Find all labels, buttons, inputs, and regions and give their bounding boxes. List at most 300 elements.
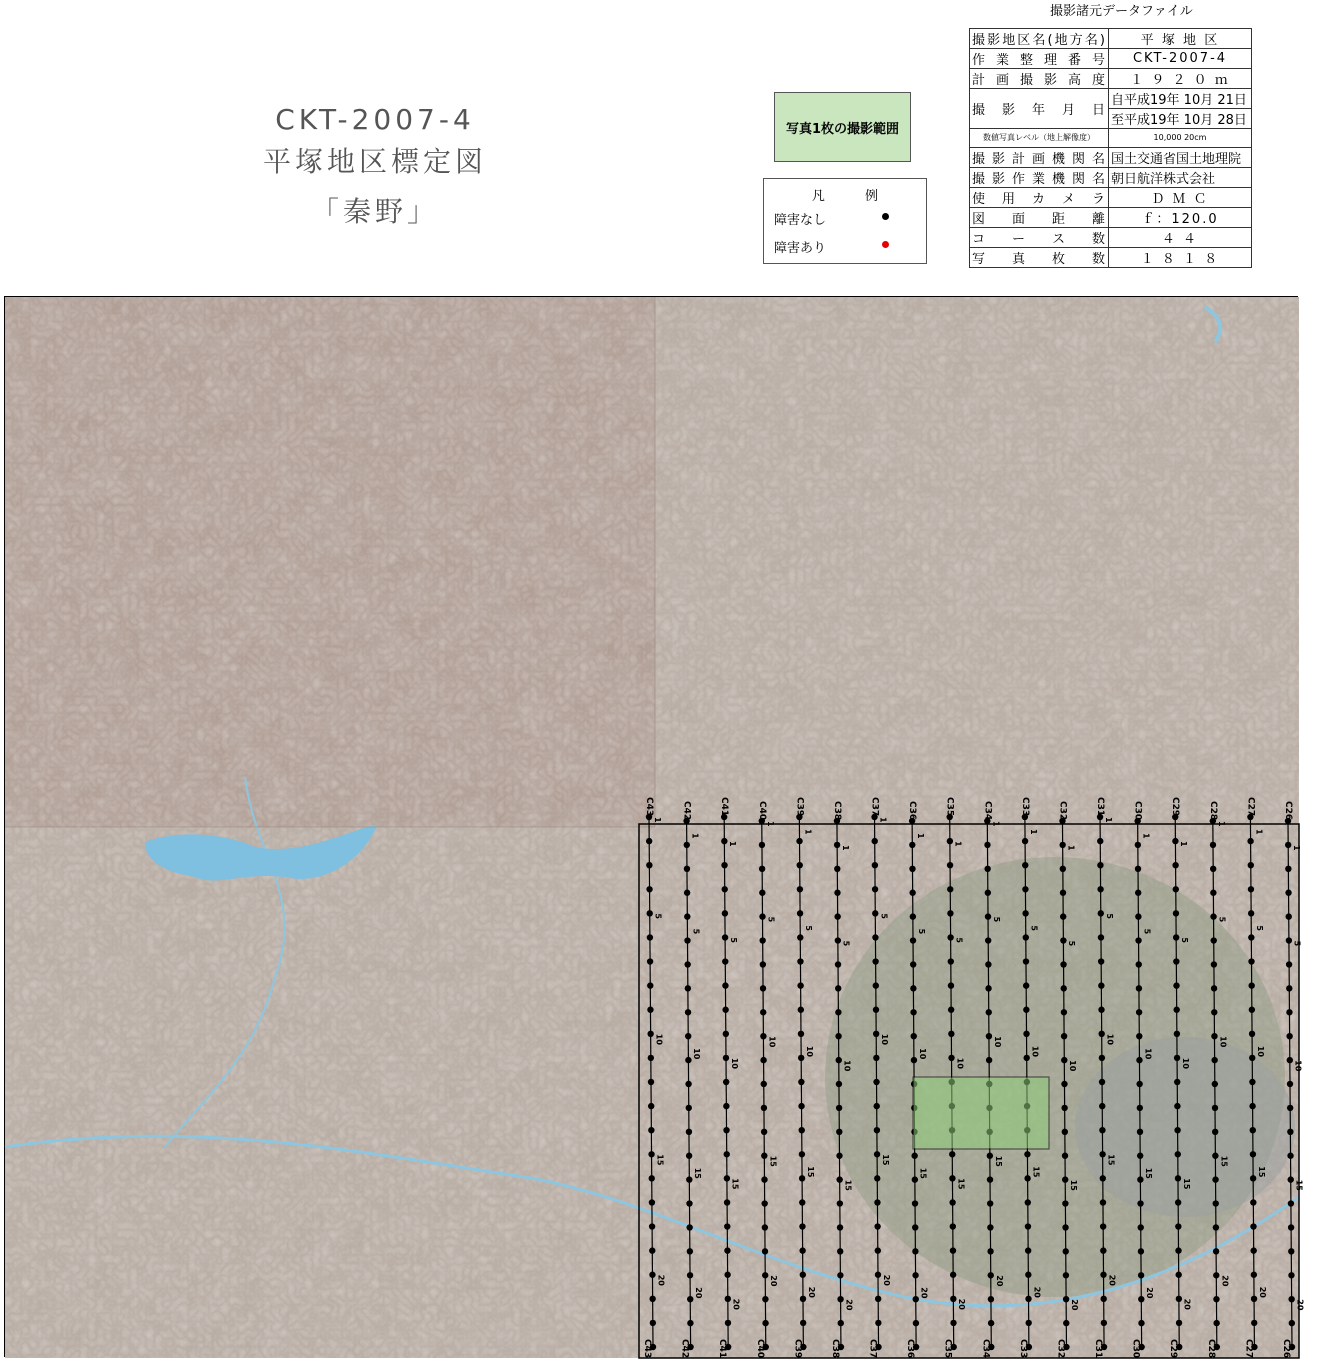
photo-center-dot	[797, 910, 803, 916]
photo-center-dot	[947, 934, 953, 940]
photo-center-dot	[947, 838, 953, 844]
photo-center-dot	[1099, 1055, 1105, 1061]
photo-center-dot	[1025, 1199, 1031, 1205]
photo-center-dot	[984, 842, 990, 848]
photo-center-dot	[1248, 862, 1254, 868]
photo-center-dot	[987, 1200, 993, 1206]
photo-center-dot	[910, 985, 916, 991]
photo-center-dot	[761, 1200, 767, 1206]
photo-center-dot	[1286, 961, 1292, 967]
photo-center-dot	[1250, 1247, 1256, 1253]
photo-center-dot	[1135, 890, 1141, 896]
photo-center-dot	[1138, 1248, 1144, 1254]
course-label-bottom: C41	[717, 1339, 728, 1359]
photo-center-dot	[986, 1033, 992, 1039]
photo-center-dot	[1061, 1009, 1067, 1015]
photo-center-dot	[874, 1223, 880, 1229]
photo-center-dot	[1100, 1272, 1106, 1278]
photo-number-label: 20	[844, 1299, 854, 1311]
photo-center-dot	[686, 1129, 692, 1135]
photo-center-dot	[1137, 1153, 1143, 1159]
photo-number-label: 20	[1069, 1299, 1079, 1311]
photo-center-dot	[1174, 1031, 1180, 1037]
photo-center-dot	[724, 1151, 730, 1157]
photo-center-dot	[1251, 1272, 1257, 1278]
course-label-top: C42	[681, 801, 692, 821]
photo-center-dot	[1099, 1127, 1105, 1133]
photo-range-label: 写真1枚の撮影範囲	[785, 121, 900, 137]
photo-center-dot	[1138, 1320, 1144, 1326]
photo-center-dot	[1063, 1296, 1069, 1302]
course-label-bottom: C29	[1168, 1339, 1179, 1359]
photo-center-dot	[1213, 1272, 1219, 1278]
photo-center-dot	[874, 1175, 880, 1181]
photo-center-dot	[1023, 1007, 1029, 1013]
course-label-top: C32	[1057, 801, 1068, 821]
legend-item-obstacle: 障害あり	[774, 241, 827, 256]
photo-center-dot	[1288, 1272, 1294, 1278]
photo-center-dot	[722, 910, 728, 916]
photo-center-dot	[1175, 1223, 1181, 1229]
map-name: 平塚地区標定図	[262, 145, 487, 178]
course-label-top: C36	[907, 801, 918, 821]
project-code: CKT-2007-4	[275, 103, 475, 136]
photo-center-dot	[1210, 866, 1216, 872]
photo-center-dot	[872, 934, 878, 940]
photo-center-dot	[985, 890, 991, 896]
course-label-bottom: C28	[1205, 1339, 1216, 1359]
photo-center-dot	[948, 1031, 954, 1037]
course-label-bottom: C33	[1017, 1339, 1028, 1359]
photo-number-label: 10	[1180, 1057, 1190, 1069]
photo-center-dot	[987, 1153, 993, 1159]
photo-center-dot	[911, 1153, 917, 1159]
photo-center-dot	[762, 1224, 768, 1230]
photo-center-dot	[1286, 985, 1292, 991]
photo-center-dot	[1174, 1127, 1180, 1133]
course-label-top: C31	[1095, 797, 1106, 817]
photo-center-dot	[1025, 1223, 1031, 1229]
photo-center-dot	[1213, 1248, 1219, 1254]
photo-center-dot	[834, 866, 840, 872]
photo-number-label: 10	[917, 1048, 927, 1060]
course-label-top: C37	[869, 797, 880, 817]
photo-center-dot	[1285, 842, 1291, 848]
photo-center-dot	[988, 1320, 994, 1326]
photo-number-label: 5	[653, 913, 663, 919]
photo-center-dot	[874, 1103, 880, 1109]
photo-center-dot	[909, 866, 915, 872]
photo-center-dot	[646, 838, 652, 844]
photo-center-dot	[1288, 1176, 1294, 1182]
photo-center-dot	[1211, 1009, 1217, 1015]
photo-center-dot	[947, 862, 953, 868]
photo-center-dot	[912, 1200, 918, 1206]
photo-center-dot	[1135, 842, 1141, 848]
photo-center-dot	[1249, 1007, 1255, 1013]
course-label-bottom: C37	[867, 1339, 878, 1359]
photo-number-label: 5	[992, 916, 1002, 923]
photo-center-dot	[724, 1223, 730, 1229]
photo-number-label: 1	[916, 833, 926, 839]
photo-center-dot	[873, 1079, 879, 1085]
photo-center-dot	[950, 1247, 956, 1253]
photo-center-dot	[1287, 1081, 1293, 1087]
photo-center-dot	[1211, 937, 1217, 943]
photo-center-dot	[799, 1199, 805, 1205]
photo-center-dot	[1286, 937, 1292, 943]
photo-number-label: 5	[954, 937, 964, 943]
photo-center-dot	[1210, 913, 1216, 919]
legend-title: 凡 例	[811, 189, 897, 204]
course-label-top: C39	[794, 797, 805, 817]
photo-center-dot	[1099, 1103, 1105, 1109]
course-label-bottom: C31	[1093, 1339, 1104, 1359]
photo-center-dot	[1063, 1248, 1069, 1254]
photo-center-dot	[912, 1248, 918, 1254]
photo-center-dot	[1249, 1031, 1255, 1037]
photo-number-label: 15	[918, 1167, 928, 1179]
photo-center-dot	[685, 985, 691, 991]
photo-center-dot	[797, 958, 803, 964]
photo-center-dot	[762, 1248, 768, 1254]
photo-center-dot	[1285, 890, 1291, 896]
course-label-bottom: C43	[642, 1339, 652, 1359]
photo-center-dot	[800, 1272, 806, 1278]
photo-number-label: 10	[767, 1036, 777, 1048]
photo-center-dot	[1025, 1272, 1031, 1278]
photo-number-label: 1	[1104, 817, 1114, 823]
photo-center-dot	[1287, 1129, 1293, 1135]
photo-center-dot	[911, 1057, 917, 1063]
photo-center-dot	[685, 1009, 691, 1015]
photo-number-label: 5	[1067, 940, 1077, 947]
photo-center-dot	[1210, 842, 1216, 848]
photo-center-dot	[910, 961, 916, 967]
photo-center-dot	[722, 982, 728, 988]
photo-center-dot	[1026, 1320, 1032, 1326]
photo-number-label: 1	[1216, 821, 1226, 827]
photo-center-dot	[722, 958, 728, 964]
photo-center-dot	[798, 1079, 804, 1085]
photo-center-dot	[1288, 1224, 1294, 1230]
photo-number-label: 5	[1292, 940, 1302, 947]
photo-center-dot	[1213, 1296, 1219, 1302]
photo-center-dot	[1024, 1151, 1030, 1157]
photo-center-dot	[910, 913, 916, 919]
table-row: コ ー ス 数 ４ ４	[970, 228, 1252, 248]
photo-center-dot	[686, 1176, 692, 1182]
photo-center-dot	[649, 1199, 655, 1205]
photo-center-dot	[1060, 961, 1066, 967]
photo-center-dot	[948, 1055, 954, 1061]
photo-center-dot	[949, 1175, 955, 1181]
photo-center-dot	[1249, 1079, 1255, 1085]
photo-center-dot	[723, 1103, 729, 1109]
photo-center-dot	[1062, 1200, 1068, 1206]
photo-center-dot	[987, 1248, 993, 1254]
photo-number-label: 10	[1256, 1045, 1266, 1057]
photo-number-label: 20	[1182, 1298, 1192, 1310]
photo-center-dot	[1136, 1081, 1142, 1087]
photo-center-dot	[986, 1009, 992, 1015]
photo-center-dot	[1098, 982, 1104, 988]
photo-number-label: 15	[1069, 1179, 1079, 1191]
photo-center-dot	[761, 1176, 767, 1182]
photo-center-dot	[796, 838, 802, 844]
photo-center-dot	[1285, 866, 1291, 872]
photo-center-dot	[684, 890, 690, 896]
photo-center-dot	[1062, 1176, 1068, 1182]
photo-center-dot	[1138, 1272, 1144, 1278]
photo-center-dot	[1062, 1129, 1068, 1135]
photo-center-dot	[798, 1031, 804, 1037]
photo-center-dot	[760, 1033, 766, 1039]
photo-center-dot	[1211, 961, 1217, 967]
photo-center-dot	[687, 1272, 693, 1278]
photo-number-label: 15	[805, 1166, 815, 1178]
photo-center-dot	[1286, 913, 1292, 919]
photo-center-dot	[912, 1176, 918, 1182]
photo-number-label: 5	[766, 916, 776, 923]
course-label-top: C41	[719, 797, 730, 817]
photo-center-dot	[797, 862, 803, 868]
photo-number-label: 20	[656, 1274, 666, 1286]
photo-number-label: 5	[1255, 925, 1265, 931]
photo-center-dot	[1289, 1320, 1295, 1326]
photo-center-dot	[911, 1033, 917, 1039]
photo-center-dot	[687, 1296, 693, 1302]
photo-center-dot	[1175, 1151, 1181, 1157]
photo-number-label: 15	[1181, 1178, 1191, 1190]
photo-center-dot	[721, 838, 727, 844]
photo-center-dot	[761, 1081, 767, 1087]
photo-center-dot	[1098, 1007, 1104, 1013]
photo-number-label: 20	[1032, 1286, 1042, 1298]
photo-center-dot	[835, 1009, 841, 1015]
table-row: 撮影地区名(地方名) 平 塚 地 区	[970, 29, 1252, 49]
photo-center-dot	[985, 985, 991, 991]
photo-center-dot	[836, 1129, 842, 1135]
photo-center-dot	[1099, 1079, 1105, 1085]
photo-number-label: 20	[881, 1274, 891, 1286]
photo-center-dot	[909, 842, 915, 848]
photo-center-dot	[835, 937, 841, 943]
photo-center-dot	[1211, 985, 1217, 991]
photo-center-dot	[836, 1081, 842, 1087]
photo-center-dot	[686, 1105, 692, 1111]
photo-center-dot	[835, 1033, 841, 1039]
photo-center-dot	[650, 1320, 656, 1326]
photo-center-dot	[1023, 1031, 1029, 1037]
photo-center-dot	[798, 1055, 804, 1061]
course-label-bottom: C38	[829, 1339, 840, 1359]
photo-center-dot	[950, 1223, 956, 1229]
photo-center-dot	[948, 1007, 954, 1013]
photo-number-label: 10	[1293, 1060, 1303, 1072]
photo-center-dot	[1173, 934, 1179, 940]
photo-center-dot	[1175, 1272, 1181, 1278]
photo-center-dot	[988, 1272, 994, 1278]
photo-number-label: 15	[1031, 1166, 1041, 1178]
photo-center-dot	[874, 1199, 880, 1205]
photo-number-label: 10	[992, 1036, 1002, 1048]
photo-center-dot	[834, 890, 840, 896]
photo-center-dot	[687, 1248, 693, 1254]
photo-number-label: 15	[1294, 1179, 1304, 1191]
photo-center-dot	[723, 1055, 729, 1061]
photo-center-dot	[1101, 1320, 1107, 1326]
photo-number-label: 20	[731, 1298, 741, 1310]
photo-center-dot	[1024, 1175, 1030, 1181]
photo-center-dot	[684, 866, 690, 872]
photo-center-dot	[1249, 1055, 1255, 1061]
photo-number-label: 1	[1066, 845, 1076, 851]
table-row: 撮影計画機関名 国土交通省国土地理院	[970, 148, 1252, 168]
photo-number-label: 10	[1105, 1033, 1115, 1045]
photo-number-label: 1	[991, 821, 1001, 827]
photo-number-label: 10	[1068, 1060, 1078, 1072]
photo-number-label: 10	[880, 1033, 890, 1045]
photo-number-label: 20	[1145, 1287, 1155, 1299]
photo-number-label: 10	[1143, 1048, 1153, 1060]
photo-center-dot	[762, 1272, 768, 1278]
photo-center-dot	[910, 1009, 916, 1015]
table-row: 図 面 距 離 ｆ：120.0	[970, 208, 1252, 228]
photo-range-legend	[774, 92, 911, 162]
photo-number-label: 1	[1141, 833, 1151, 839]
table-row: 作 業 整 理 番 号 CKT-2007-4	[970, 49, 1252, 69]
photo-center-dot	[1175, 1247, 1181, 1253]
photo-center-dot	[1137, 1200, 1143, 1206]
photo-center-dot	[836, 1153, 842, 1159]
photo-center-dot	[838, 1320, 844, 1326]
photo-number-label: 5	[1029, 925, 1039, 931]
photo-center-dot	[722, 886, 728, 892]
photo-center-dot	[723, 1031, 729, 1037]
photo-center-dot	[1135, 913, 1141, 919]
photo-center-dot	[1173, 910, 1179, 916]
photo-center-dot	[874, 1127, 880, 1133]
photo-center-dot	[1022, 910, 1028, 916]
photo-center-dot	[1213, 1200, 1219, 1206]
photo-center-dot	[1023, 982, 1029, 988]
photo-center-dot	[1176, 1320, 1182, 1326]
photo-center-dot	[1288, 1200, 1294, 1206]
photo-center-dot	[875, 1320, 881, 1326]
spec-table-title: 撮影諸元データファイル	[1050, 4, 1193, 19]
photo-number-label: 15	[881, 1154, 891, 1166]
photo-center-dot	[1061, 1081, 1067, 1087]
photo-center-dot	[798, 1007, 804, 1013]
legend-item-no-obstacle: 障害なし	[774, 213, 827, 228]
photo-number-label: 10	[729, 1057, 739, 1069]
photo-number-label: 10	[842, 1060, 852, 1072]
photo-center-dot	[1136, 1033, 1142, 1039]
black-dot-icon	[882, 213, 889, 220]
photo-center-dot	[1097, 862, 1103, 868]
photo-center-dot	[646, 862, 652, 868]
photo-center-dot	[723, 1079, 729, 1085]
legend	[763, 178, 927, 264]
photo-center-dot	[1173, 886, 1179, 892]
photo-number-label: 5	[879, 913, 889, 919]
photo-center-dot	[686, 1224, 692, 1230]
photo-center-dot	[1174, 1079, 1180, 1085]
photo-center-dot	[1287, 1057, 1293, 1063]
photo-coverage-rect	[913, 1077, 1049, 1149]
photo-center-dot	[759, 866, 765, 872]
photo-center-dot	[722, 1007, 728, 1013]
photo-center-dot	[875, 1296, 881, 1302]
photo-center-dot	[1023, 934, 1029, 940]
photo-center-dot	[836, 1176, 842, 1182]
photo-center-dot	[1098, 934, 1104, 940]
course-label-top: C28	[1207, 801, 1218, 821]
photo-center-dot	[1286, 1009, 1292, 1015]
photo-center-dot	[836, 1057, 842, 1063]
photo-center-dot	[1286, 1033, 1292, 1039]
photo-center-dot	[685, 1081, 691, 1087]
photo-center-dot	[984, 866, 990, 872]
photo-center-dot	[1060, 866, 1066, 872]
table-row: 計 画 撮 影 高 度 １ ９ ２ ０ ｍ	[970, 69, 1252, 89]
photo-number-label: 20	[1257, 1286, 1267, 1298]
photo-number-label: 5	[1104, 913, 1114, 919]
red-dot-icon	[882, 241, 889, 248]
photo-number-label: 15	[1256, 1166, 1266, 1178]
photo-center-dot	[1173, 1007, 1179, 1013]
photo-number-label: 10	[692, 1048, 702, 1060]
photo-number-label: 20	[806, 1286, 816, 1298]
photo-number-label: 1	[653, 817, 662, 823]
photo-center-dot	[686, 1200, 692, 1206]
photo-center-dot	[649, 1223, 655, 1229]
photo-number-label: 5	[841, 940, 851, 947]
photo-center-dot	[875, 1247, 881, 1253]
photo-center-dot	[950, 1272, 956, 1278]
photo-number-label: 20	[769, 1275, 779, 1287]
course-label-bottom: C42	[679, 1339, 690, 1359]
photo-center-dot	[648, 1103, 654, 1109]
course-label-bottom: C34	[980, 1339, 991, 1359]
photo-center-dot	[950, 1320, 956, 1326]
photo-number-label: 5	[728, 937, 738, 943]
photo-center-dot	[647, 1007, 653, 1013]
photo-center-dot	[837, 1272, 843, 1278]
photo-center-dot	[988, 1296, 994, 1302]
photo-center-dot	[1211, 1033, 1217, 1039]
photo-number-label: 15	[1219, 1155, 1229, 1167]
photo-center-dot	[1212, 1081, 1218, 1087]
photo-center-dot	[1250, 1199, 1256, 1205]
photo-center-dot	[1174, 1103, 1180, 1109]
photo-center-dot	[1022, 886, 1028, 892]
photo-center-dot	[985, 961, 991, 967]
photo-center-dot	[1100, 1296, 1106, 1302]
photo-number-label: 1	[690, 833, 700, 839]
photo-center-dot	[759, 890, 765, 896]
photo-center-dot	[799, 1127, 805, 1133]
photo-center-dot	[1250, 1223, 1256, 1229]
photo-center-dot	[1213, 1320, 1219, 1326]
photo-center-dot	[873, 1031, 879, 1037]
photo-number-label: 5	[804, 925, 814, 931]
course-label-top: C35	[944, 797, 955, 817]
photo-center-dot	[837, 1296, 843, 1302]
table-row: 数値写真レベル（地上解像度） 10,000 20cm	[970, 129, 1252, 148]
photo-center-dot	[1135, 866, 1141, 872]
